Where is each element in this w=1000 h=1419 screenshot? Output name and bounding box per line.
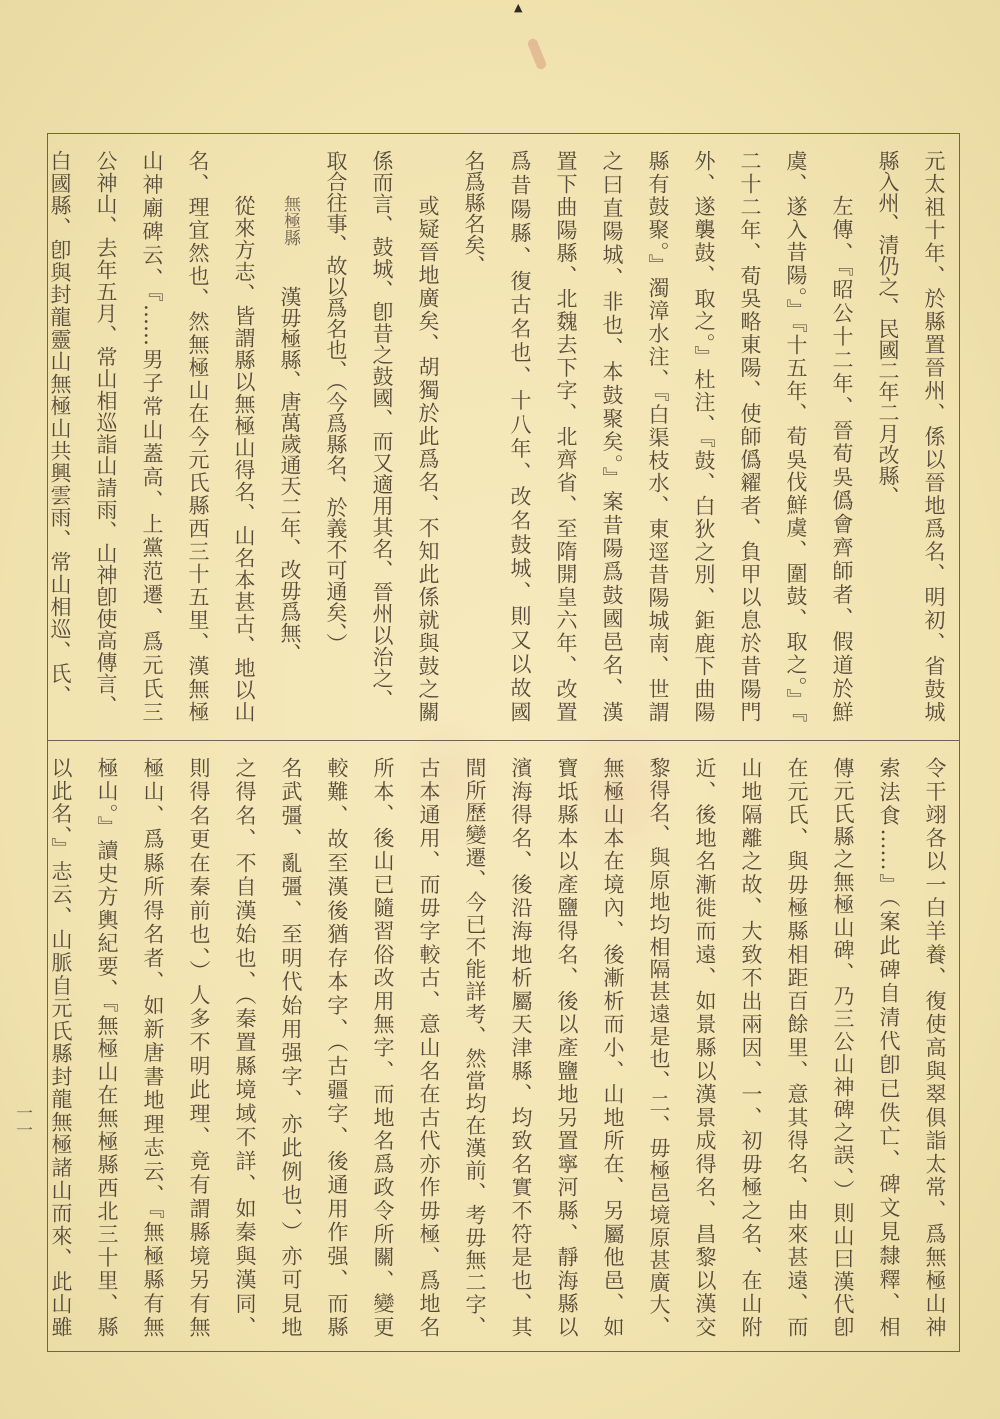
upper-column: 虞、遂入昔陽。』『十五年、荀吳伐鮮虞、圍鼓、取之。』『 (784, 150, 808, 722)
lower-column: 較難、故至漢後猶存本字、（古疆字、後通用作强、而縣 (325, 757, 349, 1337)
lower-column: 近、後地名漸徙而遠、如景縣以漢景成得名、昌黎以漢交 (693, 757, 717, 1337)
upper-column: 係而言、鼓城、卽昔之鼓國、而又適用其名、晉州以治之、 (370, 150, 394, 710)
lower-column: 濱海得名、後沿海地析屬天津縣、均致名實不符是也、其 (509, 757, 533, 1337)
lower-column: 無極山本在境內、後漸析而小、山地所在、另屬他邑、如 (601, 757, 625, 1337)
lower-column: 極山。』讀史方輿紀要、『無極山在無極縣西北三十里、縣 (95, 757, 119, 1337)
block-divider-line (47, 740, 960, 741)
lower-column: 令干翊各以一白羊養、復使高與翠俱詣太常、爲無極山神 (923, 757, 947, 1337)
section-heading: 無極縣 (280, 195, 300, 246)
upper-column-paragraph-start: 或疑晉地廣矣、胡獨於此爲名、不知此係就與鼓之關 (416, 195, 440, 722)
upper-column: 公神山、去年五月、常山相巡詣山請雨、山神卽使高傳言、 (94, 150, 118, 716)
lower-column: 以此名、』志云、山脈自元氏縣封龍無極諸山而來、此山雖 (49, 757, 73, 1337)
upper-column-section (267, 150, 313, 722)
lower-column: 傳元氏縣之無極山碑、乃三公山神碑之誤、）則山曰漢代卽 (831, 757, 855, 1337)
lower-column: 山地隔離之故、大致不出兩因、一、初毋極之名、在山附 (739, 757, 763, 1337)
upper-column-paragraph-start: 從來方志、皆謂縣以無極山得名、山名本甚古、地以山 (232, 195, 256, 722)
lower-column: 名武彊、亂彊、至明代始用强字、亦此例也、）亦可見地 (279, 757, 303, 1337)
upper-column: 名爲縣名矣、 (462, 150, 486, 276)
lower-column: 索法食……』（案此碑自清代卽已佚亡、碑文見隸釋、相 (877, 757, 901, 1337)
upper-column: 名、理宜然也、然無極山在今元氏縣西三十五里、漢無極 (186, 150, 210, 722)
lower-column: 間所歷變遷、今已不能詳考、然當均在漢前、考毋無二字、 (463, 757, 487, 1337)
upper-column: 山神廟碑云、『……男子常山蓋高、上黨范遷、爲元氏三 (140, 150, 164, 722)
lower-column: 寶坻縣本以產鹽得名、後以產鹽地另置寧河縣、靜海縣以 (555, 757, 579, 1337)
upper-column: 白國縣、卽與封龍靈山無極山共興雲雨、常山相巡、氏、 (48, 150, 72, 706)
lower-column: 古本通用、而毋字較古、意山名在古代亦作毋極、爲地名 (417, 757, 441, 1337)
lower-column: 黎得名、與原地均相隔甚遠是也、二、毋極邑境原甚廣大、 (647, 757, 671, 1337)
upper-column: 外、遂襲鼓、取之。』杜注、『鼓、白狄之別、鉅鹿下曲陽 (692, 150, 716, 722)
upper-column-paragraph-start: 左傳、『昭公十二年、晉荀吳僞會齊師者、假道於鮮 (830, 195, 854, 722)
page-top-mark: ▲ (514, 1, 523, 14)
lower-column: 之得名、不自漢始也、（秦置縣境域不詳、如秦與漢同、 (233, 757, 257, 1337)
paper-stain (526, 37, 547, 70)
upper-column: 之曰直陽城、非也、本鼓聚矣。』案昔陽爲鼓國邑名、漢 (600, 150, 624, 722)
section-text: 漢毋極縣、唐萬歲通天二年、改毋爲無、 (278, 286, 302, 664)
upper-column: 元太祖十年、於縣置晉州、係以晉地爲名、明初、省鼓城 (922, 150, 946, 722)
upper-column: 取合往事、故以爲名也、（今爲縣名、於義不可通矣、） (324, 150, 348, 654)
lower-column: 在元氏、與毋極縣相距百餘里、意其得名、由來甚遠、而 (785, 757, 809, 1337)
upper-column: 置下曲陽縣、北魏去下字、北齊省、至隋開皇六年、改置 (554, 150, 578, 722)
upper-column: 爲昔陽縣、復古名也、十八年、改名鼓城、則又以故國 (508, 150, 532, 722)
upper-column: 二十二年、荀吳略東陽、使師僞糴者、負甲以息於昔陽門 (738, 150, 762, 722)
lower-column: 極山、爲縣所得名者、如新唐書地理志云、『無極縣有無 (141, 757, 165, 1337)
upper-column: 縣入州、清仍之、民國二年二月改縣、 (876, 150, 900, 507)
lower-column: 則得名更在秦前也、）人多不明此理、竟有謂縣境另有無 (187, 757, 211, 1337)
upper-column: 縣有鼓聚。』濁漳水注、『白渠枝水、東逕昔陽城南、世謂 (646, 150, 670, 722)
lower-column: 所本、後山已隨習俗改用無字、而地名爲政令所關、變更 (371, 757, 395, 1337)
page-number: 一一 (12, 1104, 32, 1138)
